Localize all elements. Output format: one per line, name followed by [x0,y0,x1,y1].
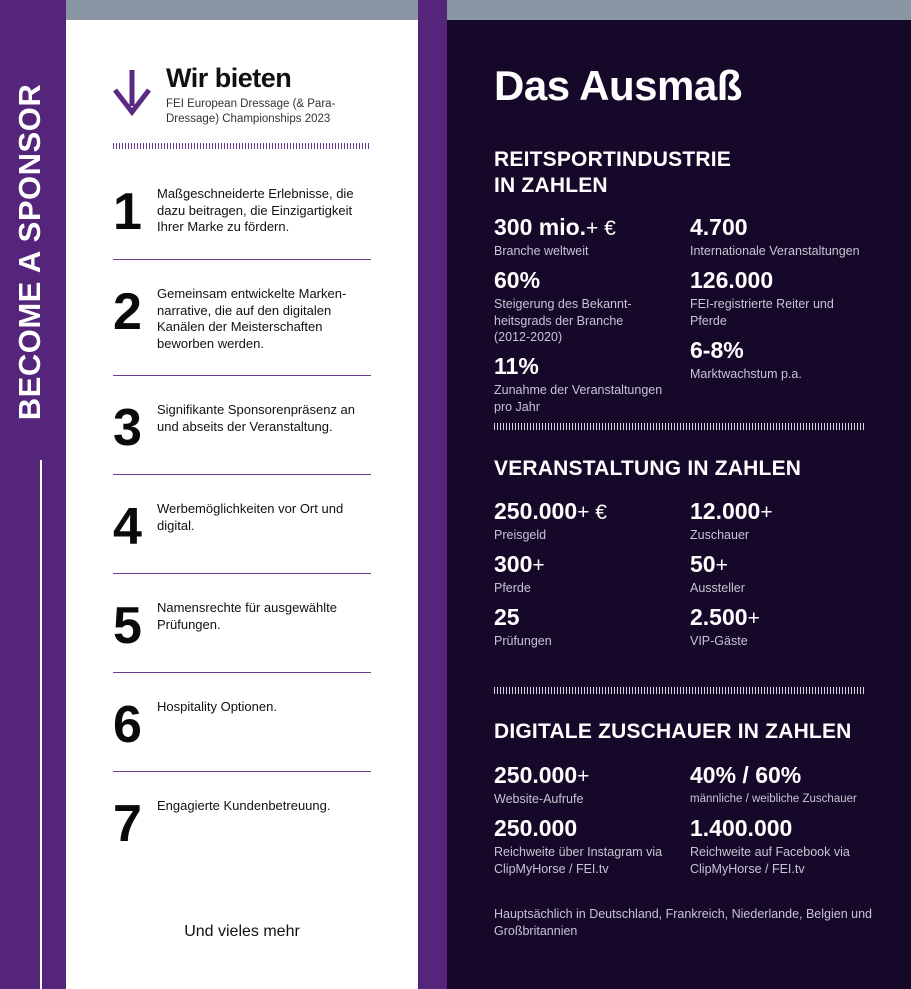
stat-label: Reichweite über Instagram via ClipMyHorse / FEI.tv [494,845,663,876]
industry-heading-line2: IN ZAHLEN [494,174,608,197]
stat-value: 11% [494,353,539,379]
dotted-divider [494,687,866,694]
industry-heading-line1: REITSPORTINDUSTRIE [494,148,731,171]
stat-value: 6-8% [690,337,744,363]
offer-separator [113,375,371,376]
stat-instagram-reach [494,815,669,877]
stat-facebook-reach [690,815,870,877]
stat-spectators [690,498,875,544]
stat-suffix: + [532,554,545,577]
offer-text: Namensrechte für ausgewählte Prüfungen. [157,600,337,632]
stats-panel-top-bar [447,0,911,20]
offer-separator [113,474,371,475]
offer-number: 3 [113,399,142,457]
sidebar-divider-line [40,460,42,989]
stat-industry-size [494,214,679,260]
stat-registered-riders [690,267,850,329]
stat-label: Aussteller [690,581,745,595]
event-heading: VERANSTALTUNG IN ZAHLEN [494,457,802,480]
stat-competitions [494,604,679,650]
offer-number: 2 [113,283,142,341]
stat-value: 40% / 60% [690,762,802,788]
offer-text: Signifikante Sponsorenpräsenz an und abseits der Veranstaltung. [157,402,356,434]
stat-value: 2.500 [690,604,748,630]
stat-value: 300 mio. [494,214,587,240]
stat-horses [494,551,679,597]
dotted-divider [113,143,371,149]
offer-number: 5 [113,597,142,655]
offer-separator [113,259,371,260]
stat-value: 25 [494,604,520,630]
stat-label: männliche / weibliche Zuschauer [690,793,857,805]
stat-label: Website-Aufrufe [494,792,584,806]
offer-separator [113,672,371,673]
stat-value: 1.400.000 [690,815,793,841]
stat-label: Steigerung des Bekannt-heitsgrads der Branche (2012-2020) [494,297,632,344]
stat-label: FEI-registrierte Reiter und Pferde [690,297,834,328]
offer-separator [113,573,371,574]
stat-value: 250.000 [494,498,578,524]
stat-market-growth [690,337,875,383]
stat-suffix: + € [586,217,616,240]
stats-title: Das Ausmaß [494,62,742,109]
stat-prize-money [494,498,679,544]
stat-value: 12.000 [690,498,761,524]
dotted-divider [494,423,866,430]
stat-suffix: + [760,501,773,524]
stat-label: Zunahme der Veranstaltungen pro Jahr [494,383,663,414]
stat-value: 50 [690,551,716,577]
offer-number: 4 [113,498,142,556]
offer-text: Werbemöglichkeiten vor Ort und digital. [157,501,344,533]
stat-suffix: + [577,765,590,788]
offer-title: Wir bieten [166,63,292,93]
offer-panel-top-bar [66,0,418,20]
stat-label: VIP-Gäste [690,634,748,648]
stat-international-events [690,214,875,260]
digital-heading: DIGITALE ZUSCHAUER IN ZAHLEN [494,720,852,743]
more-text: Und vieles mehr [184,923,300,940]
offer-text: Maßgeschneiderte Erlebnisse, die dazu beitragen, die Einzigartigkeit Ihrer Marke zu fördern. [157,186,354,234]
stat-value: 126.000 [690,267,774,293]
offer-subtitle: FEI European Dressage (& Para-Dressage) Championships 2023 [166,98,336,125]
arrow-down-icon [112,70,152,118]
stat-value: 4.700 [690,214,748,240]
regions-footnote: Hauptsächlich in Deutschland, Frankreich, Niederlande, Belgien und Großbritannien [494,907,872,938]
become-sponsor-label: BECOME A SPONSOR [12,83,47,421]
stat-website-views [494,762,679,808]
stat-label: Marktwachstum p.a. [690,367,802,381]
stat-gender-split [690,762,890,808]
stat-value: 60% [494,267,541,293]
stat-label: Internationale Veranstaltungen [690,244,860,258]
stat-label: Prüfungen [494,634,552,648]
stat-suffix: + [715,554,728,577]
offer-separator [113,771,371,772]
stat-exhibitors [690,551,875,597]
stat-label: Reichweite auf Facebook via ClipMyHorse / FEI.tv [690,845,850,876]
stat-value: 300 [494,551,533,577]
stat-vip-guests [690,604,875,650]
industry-heading [494,147,731,199]
offer-number: 6 [113,696,142,754]
stat-label: Branche weltweit [494,244,589,258]
offer-text: Hospitality Optionen. [157,699,277,714]
stat-events-growth [494,353,679,415]
stat-suffix: + [747,607,760,630]
offer-number: 7 [113,795,142,853]
stat-label: Pferde [494,581,531,595]
stat-label: Preisgeld [494,528,547,542]
stat-suffix: + € [577,501,607,524]
offer-text: Gemeinsam entwickelte Marken-narrative, die auf den digitalen Kanälen der Meisterschaften beworben werden. [157,286,347,351]
offer-number: 1 [113,183,142,241]
offer-text: Engagierte Kundenbetreuung. [157,798,331,813]
stat-label: Zuschauer [690,528,750,542]
stat-value: 250.000 [494,762,578,788]
stat-awareness-growth [494,267,654,346]
stat-value: 250.000 [494,815,578,841]
